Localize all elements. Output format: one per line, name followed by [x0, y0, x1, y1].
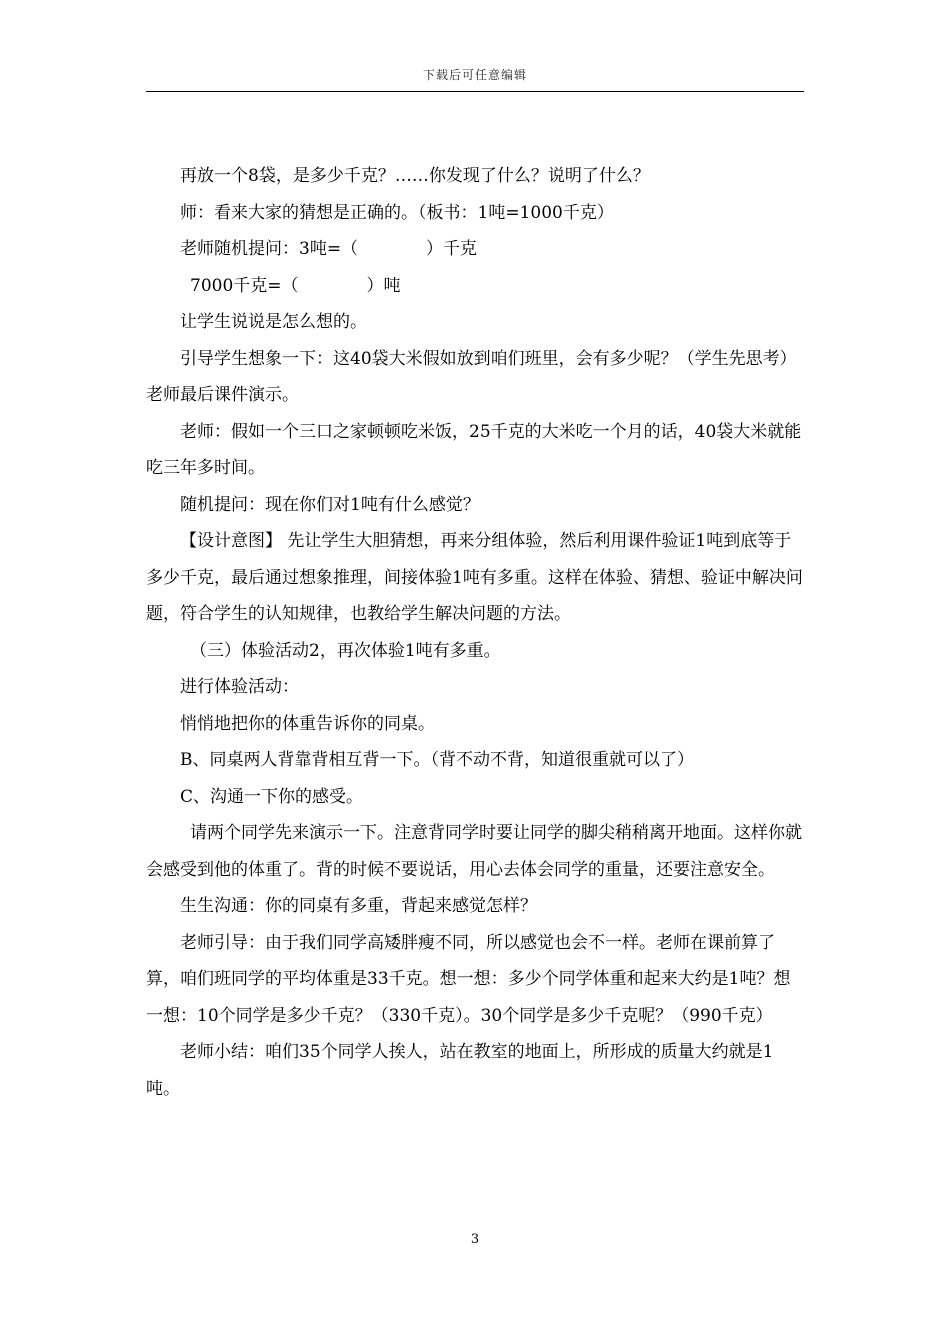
paragraph: 请两个同学先来演示一下。注意背同学时要让同学的脚尖稍稍离开地面。这样你就会感受到他的体重了。背的时候不要说话，用心去体会同学的重量，还要注意安全。	[146, 823, 802, 880]
list-item: B、同桌两人背靠背相互背一下。（背不动不背，知道很重就可以了）	[180, 750, 694, 770]
page-header: 下载后可任意编辑	[422, 68, 527, 82]
paragraph: 再放一个8袋，是多少千克？……你发现了什么？说明了什么？	[180, 166, 650, 186]
paragraph: 老师随机提问：3吨=（ ）千克	[180, 239, 478, 259]
paragraph: 进行体验活动：	[180, 677, 299, 697]
header-divider	[146, 91, 804, 92]
paragraph: 老师小结：咱们35个同学人挨人，站在教室的地面上，所形成的质量大约就是1吨。	[146, 1042, 774, 1099]
paragraph: 生生沟通：你的同桌有多重，背起来感觉怎样？	[180, 896, 537, 916]
paragraph: 随机提问：现在你们对1吨有什么感觉？	[180, 494, 480, 515]
section-heading: （三）体验活动2，再次体验1吨有多重。	[190, 640, 501, 661]
paragraph: 引导学生想象一下：这40袋大米假如放到咱们班里，会有多少呢？（学生先思考）老师最后课件演示。	[146, 348, 797, 405]
document-body	[146, 158, 804, 1107]
paragraph: 7000千克=（ ）吨	[190, 275, 401, 296]
list-item: C、沟通一下你的感受。	[180, 786, 364, 807]
paragraph: 让学生说说是怎么想的。	[180, 312, 367, 332]
paragraph: 老师：假如一个三口之家顿顿吃米饭，25千克的大米吃一个月的话，40袋大米就能吃三年多时间。	[146, 421, 802, 478]
design-intent-paragraph: 【设计意图】 先让学生大胆猜想，再来分组体验，然后利用课件验证1吨到底等于多少千克，最后通过想象推理，间接体验1吨有多重。这样在体验、猜想、验证中解决问题，符合学生的认知规律，也教给学生解决问题的方法。	[146, 531, 803, 624]
list-item: 悄悄地把你的体重告诉你的同桌。	[180, 713, 435, 734]
paragraph: 老师引导：由于我们同学高矮胖瘦不同，所以感觉也会不一样。老师在课前算了算，咱们班同学的平均体重是33千克。想一想：多少个同学体重和起来大约是1吨？想一想：10个同学是多少千克？（330千克）。30个同学是多少千克呢？（990千克）	[146, 932, 791, 1026]
paragraph: 师：看来大家的猜想是正确的。（板书：1吨=1000千克）	[180, 202, 614, 223]
page-number: 3	[470, 1232, 480, 1247]
